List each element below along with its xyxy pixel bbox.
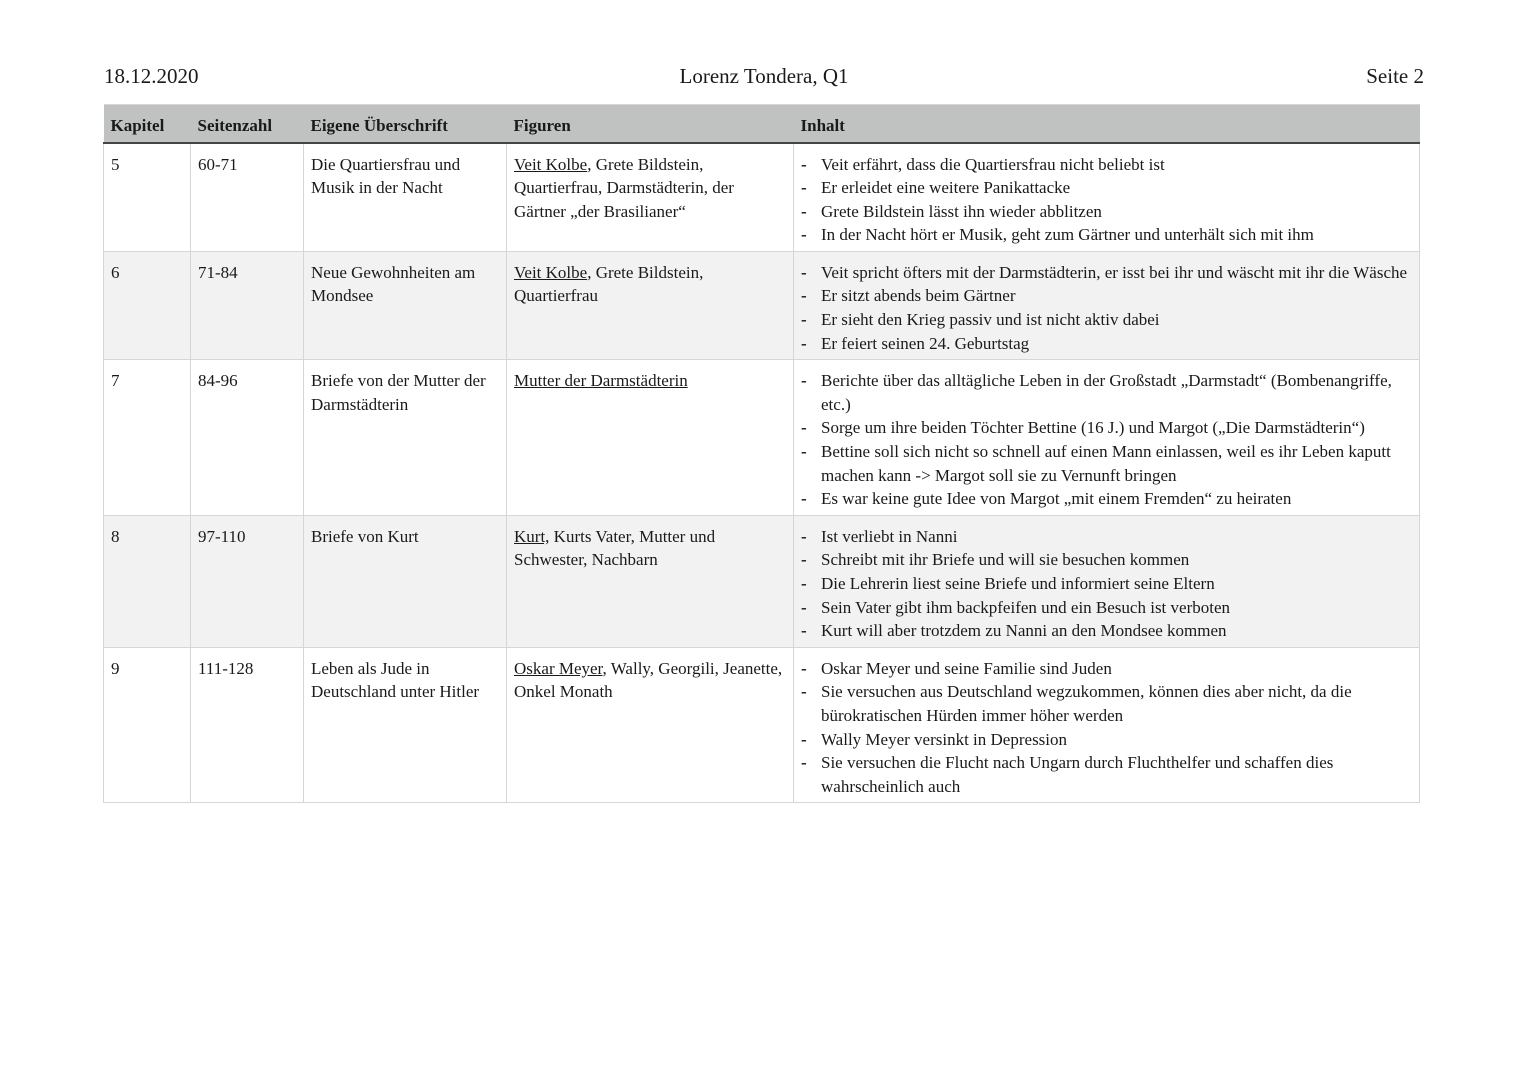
cell-ueberschrift: Neue Gewohnheiten am Mondsee (304, 251, 507, 359)
header-page-number: Seite 2 (1366, 64, 1424, 88)
cell-seitenzahl: 97-110 (191, 515, 304, 647)
chapter-summary-table (103, 104, 1420, 803)
column-header-figuren: Figuren (507, 105, 794, 143)
cell-seitenzahl: 71-84 (191, 251, 304, 359)
cell-figuren (507, 360, 794, 516)
cell-ueberschrift: Briefe von Kurt (304, 515, 507, 647)
cell-ueberschrift: Briefe von der Mutter der Darmstädterin (304, 360, 507, 516)
cell-figuren (507, 251, 794, 359)
inhalt-item: - Veit spricht öfters mit der Darmstädterin, er isst bei ihr und wäscht mit ihr die Wäsche (801, 261, 1412, 285)
inhalt-list (801, 261, 1412, 355)
inhalt-item: - Sie versuchen die Flucht nach Ungarn durch Fluchthelfer und schaffen dies wahrscheinlich auch (801, 751, 1412, 798)
column-header-ueberschrift: Eigene Überschrift (304, 105, 507, 143)
cell-seitenzahl: 60-71 (191, 143, 304, 252)
cell-figuren (507, 515, 794, 647)
cell-kapitel: 8 (104, 515, 191, 647)
inhalt-item: - Er erleidet eine weitere Panikattacke (801, 176, 1412, 200)
inhalt-item: - Er sieht den Krieg passiv und ist nicht aktiv dabei (801, 308, 1412, 332)
inhalt-item: - Veit erfährt, dass die Quartiersfrau nicht beliebt ist (801, 153, 1412, 177)
inhalt-item: - Die Lehrerin liest seine Briefe und informiert seine Eltern (801, 572, 1412, 596)
table-row (104, 515, 1420, 647)
inhalt-item: - Sein Vater gibt ihm backpfeifen und ein Besuch ist verboten (801, 596, 1412, 620)
inhalt-item: - Oskar Meyer und seine Familie sind Juden (801, 657, 1412, 681)
inhalt-item: - Sie versuchen aus Deutschland wegzukommen, können dies aber nicht, da die bürokratischen Hürden immer höher werden (801, 680, 1412, 727)
cell-inhalt (794, 251, 1420, 359)
table-row (104, 251, 1420, 359)
cell-inhalt (794, 515, 1420, 647)
cell-inhalt (794, 143, 1420, 252)
figuren-other-characters: , Wally, Georgili, Jeanette, Onkel Monath (514, 658, 783, 702)
figuren-main-character: Veit Kolbe (514, 262, 588, 282)
table-row (104, 360, 1420, 516)
inhalt-item: - Ist verliebt in Nanni (801, 525, 1412, 549)
inhalt-list (801, 525, 1412, 643)
cell-kapitel: 5 (104, 143, 191, 252)
header-date: 18.12.2020 (104, 64, 199, 88)
cell-figuren (507, 143, 794, 252)
cell-inhalt (794, 360, 1420, 516)
cell-figuren (507, 647, 794, 803)
inhalt-item: - Es war keine gute Idee von Margot „mit einem Fremden“ zu heiraten (801, 487, 1412, 511)
column-header-inhalt: Inhalt (794, 105, 1420, 143)
inhalt-item: - Schreibt mit ihr Briefe und will sie besuchen kommen (801, 548, 1412, 572)
table-row (104, 143, 1420, 252)
inhalt-item: - Er feiert seinen 24. Geburtstag (801, 332, 1412, 356)
cell-ueberschrift: Die Quartiersfrau und Musik in der Nacht (304, 143, 507, 252)
figuren-main-character: Oskar Meyer (514, 658, 603, 678)
figuren-other-characters: Kurts Vater, Mutter und Schwester, Nachbarn (514, 526, 716, 570)
inhalt-item: - Berichte über das alltägliche Leben in der Großstadt „Darmstadt“ (Bombenangriffe, etc.) (801, 369, 1412, 416)
column-header-kapitel: Kapitel (104, 105, 191, 143)
inhalt-item: - Kurt will aber trotzdem zu Nanni an den Mondsee kommen (801, 619, 1412, 643)
inhalt-item: - Bettine soll sich nicht so schnell auf einen Mann einlassen, weil es ihr Leben kaputt machen kann -> Margot soll sie zu Vernunft bringen (801, 440, 1412, 487)
figuren-other-characters: , Grete Bildstein, Quartierfrau, Darmstädterin, der Gärtner „der Brasilianer“ (514, 154, 734, 221)
inhalt-item: - Sorge um ihre beiden Töchter Bettine (16 J.) und Margot („Die Darmstädterin“) (801, 416, 1412, 440)
table-row (104, 647, 1420, 803)
cell-seitenzahl: 111-128 (191, 647, 304, 803)
inhalt-item: - Wally Meyer versinkt in Depression (801, 728, 1412, 752)
figuren-other-characters: , Grete Bildstein, Quartierfrau (514, 262, 704, 306)
page-header (104, 64, 1424, 92)
inhalt-list (801, 369, 1412, 511)
inhalt-item: - In der Nacht hört er Musik, geht zum Gärtner und unterhält sich mit ihm (801, 223, 1412, 247)
figuren-main-character: Kurt, (514, 526, 550, 546)
inhalt-list (801, 657, 1412, 799)
cell-kapitel: 7 (104, 360, 191, 516)
header-author: Lorenz Tondera, Q1 (679, 64, 849, 88)
table-header-row (104, 105, 1420, 143)
inhalt-item: - Er sitzt abends beim Gärtner (801, 284, 1412, 308)
cell-ueberschrift: Leben als Jude in Deutschland unter Hitler (304, 647, 507, 803)
figuren-main-character: Veit Kolbe (514, 154, 588, 174)
cell-seitenzahl: 84-96 (191, 360, 304, 516)
cell-kapitel: 9 (104, 647, 191, 803)
column-header-seitenzahl: Seitenzahl (191, 105, 304, 143)
cell-kapitel: 6 (104, 251, 191, 359)
inhalt-list (801, 153, 1412, 247)
inhalt-item: - Grete Bildstein lässt ihn wieder abblitzen (801, 200, 1412, 224)
cell-inhalt (794, 647, 1420, 803)
figuren-main-character: Mutter der Darmstädterin (514, 371, 688, 391)
